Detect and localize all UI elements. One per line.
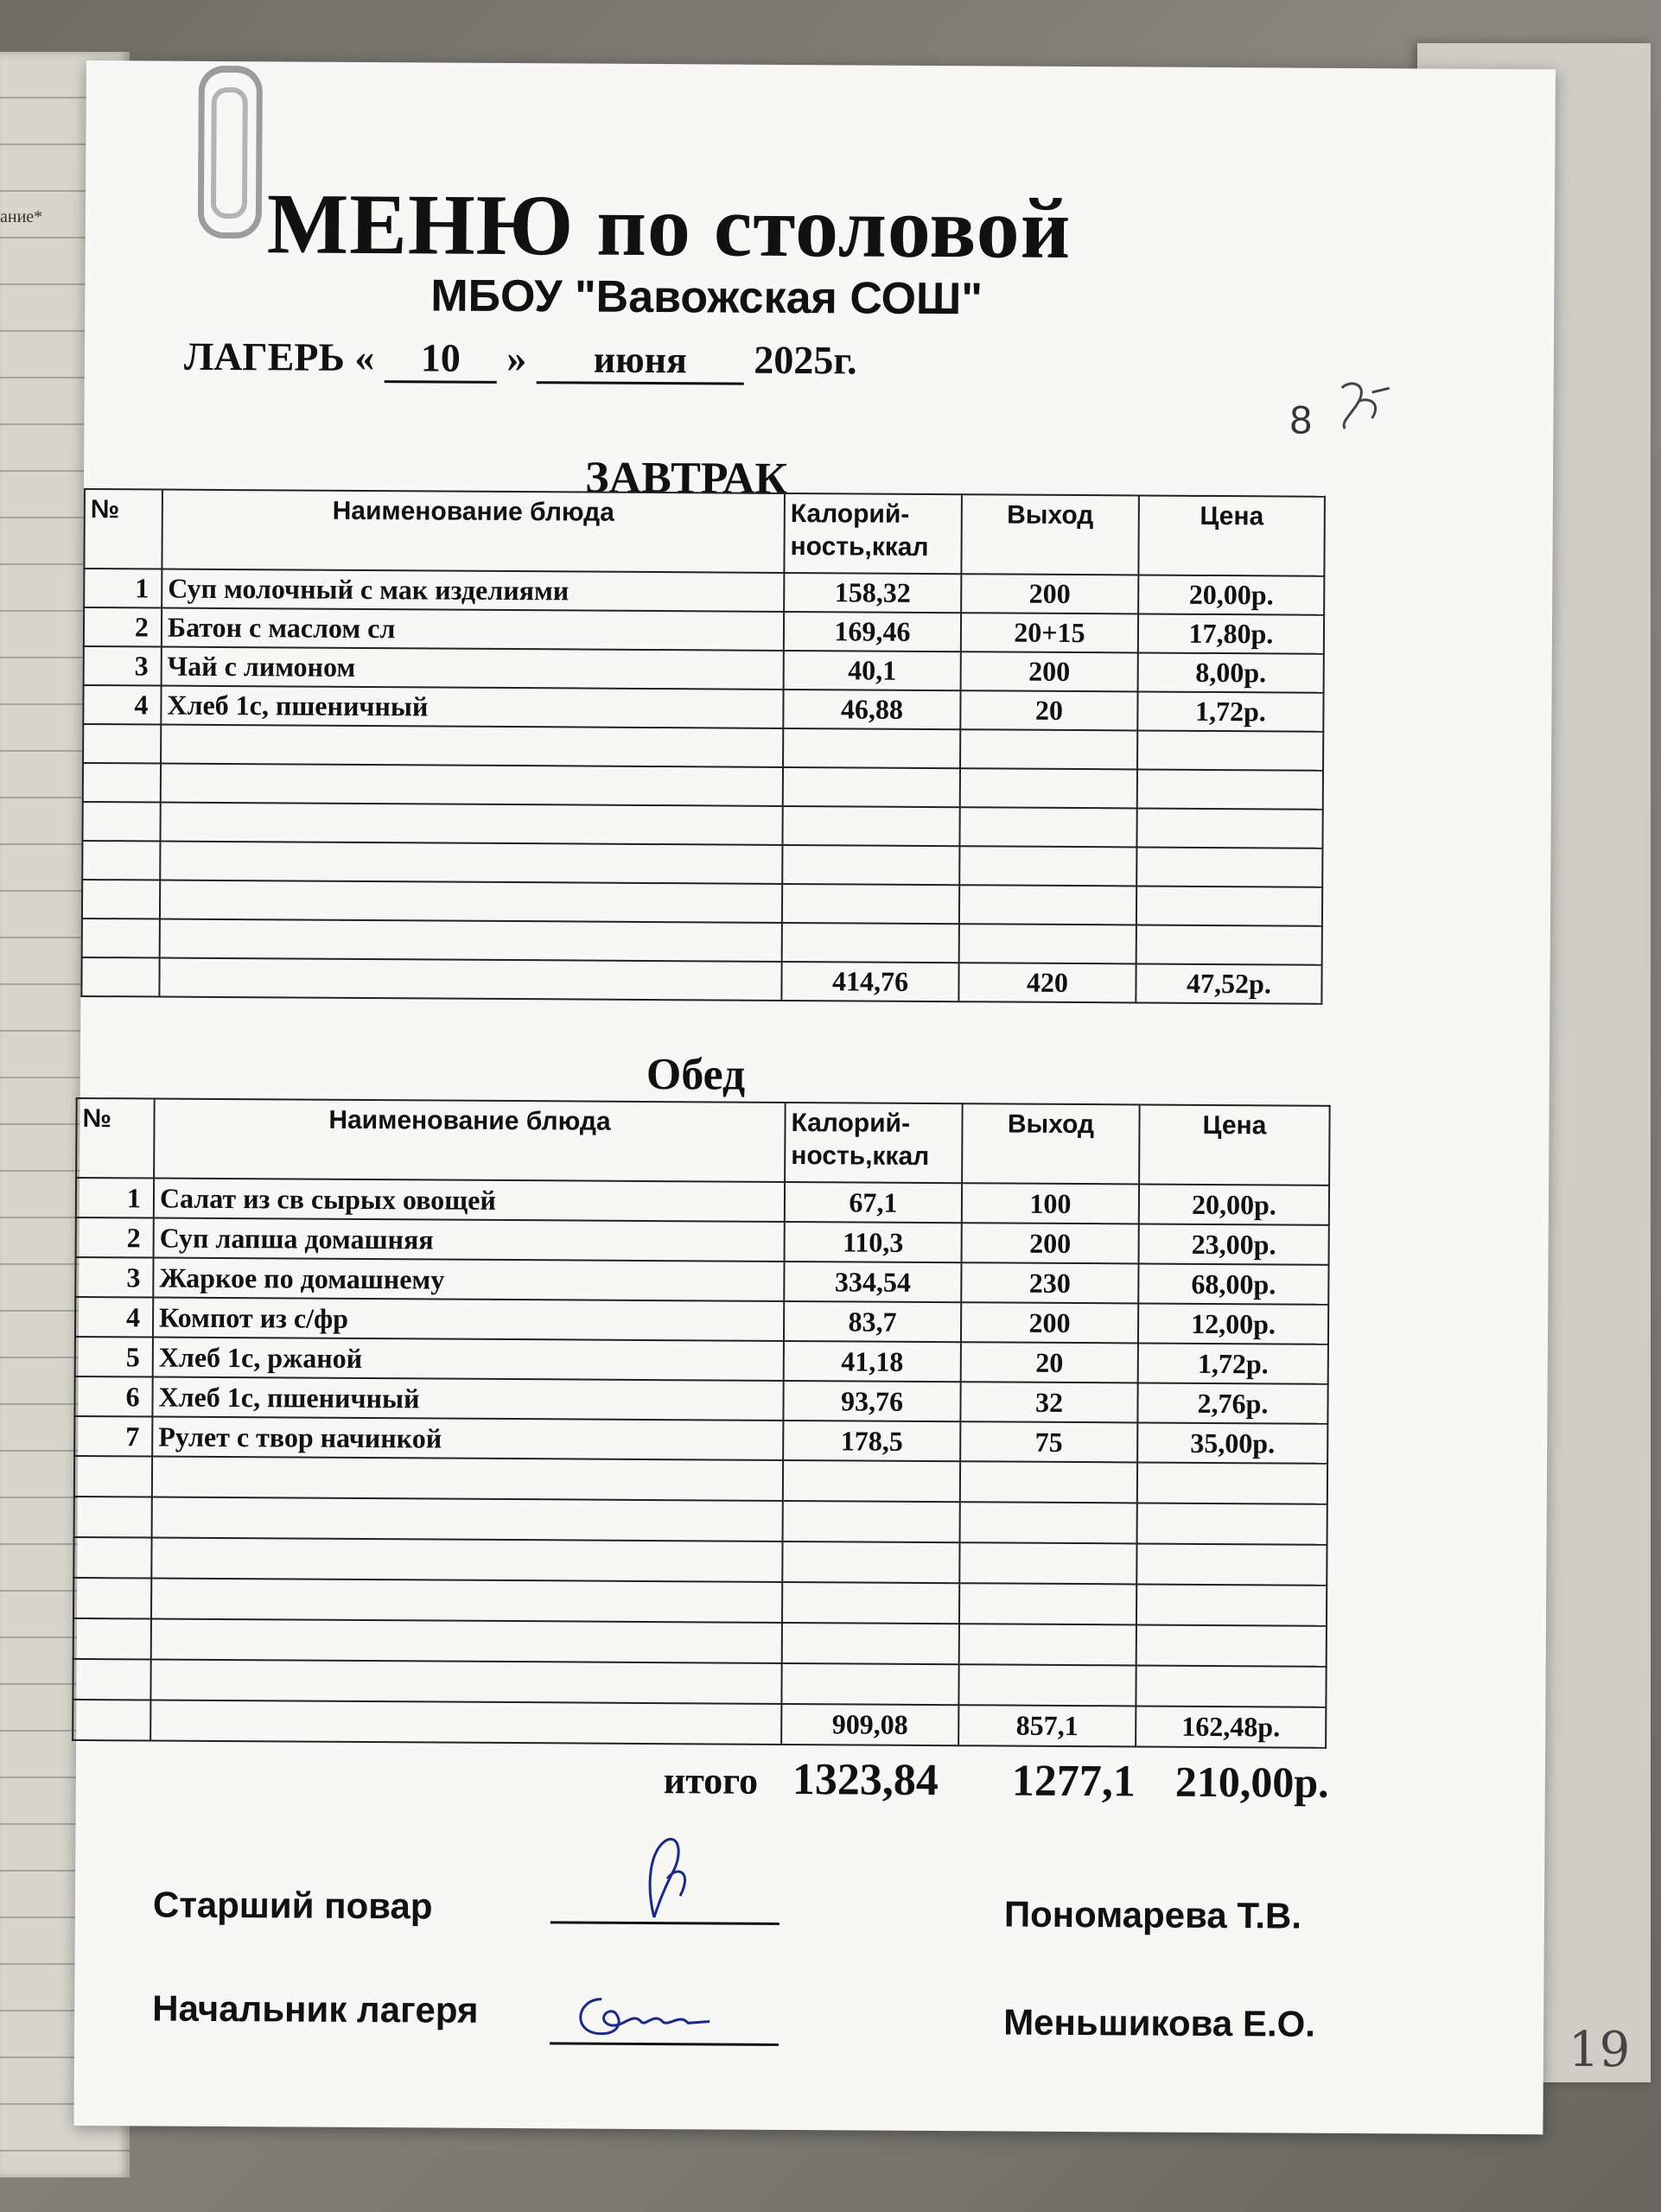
- underlying-page-number: 19: [1569, 2022, 1631, 2078]
- lunch-title: Обед: [646, 1049, 746, 1100]
- col-price-header: Цена: [1138, 495, 1325, 575]
- row-dish-name: Чай с лимоном: [162, 647, 784, 690]
- row-num: 1: [84, 569, 162, 608]
- menu-sheet: [73, 60, 1556, 2134]
- lunch-table: [72, 1097, 1331, 1749]
- row-price: 20,00р.: [1139, 1184, 1329, 1224]
- row-calories: 178,5: [783, 1421, 960, 1461]
- lunch-total-row: [73, 1700, 1326, 1748]
- row-output: 32: [960, 1382, 1137, 1422]
- row-num: 6: [74, 1376, 152, 1417]
- row-output: 200: [962, 1223, 1139, 1263]
- page-title: МЕНЮ по столовой: [266, 175, 1072, 276]
- paper-clip-inner: [211, 87, 248, 219]
- head-signature: [571, 1986, 744, 2047]
- date-line: [184, 334, 857, 386]
- school-name: МБОУ "Вавожская СОШ": [430, 270, 983, 325]
- row-output: 200: [961, 652, 1138, 691]
- row-dish-name: Хлеб 1с, пшеничный: [152, 1376, 783, 1420]
- lunch-header-row: [76, 1098, 1330, 1185]
- date-month: июня: [537, 337, 744, 385]
- col-cal-line1: Калорий-: [791, 1109, 911, 1138]
- row-dish-name: Суп молочный с мак изделиями: [162, 569, 784, 612]
- row-price: 23,00р.: [1139, 1224, 1329, 1264]
- col-output-header: Выход: [961, 494, 1139, 575]
- lunch-total-output: 857,1: [958, 1705, 1136, 1746]
- row-calories: 46,88: [783, 690, 960, 729]
- row-price: 68,00р.: [1138, 1263, 1328, 1304]
- row-calories: 67,1: [785, 1182, 962, 1223]
- breakfast-header-row: [84, 489, 1325, 576]
- col-cal-header: [784, 493, 962, 574]
- row-num: 1: [76, 1178, 154, 1218]
- row-calories: 83,7: [784, 1301, 961, 1342]
- row-num: 3: [84, 646, 162, 686]
- quote-open: «: [354, 334, 375, 380]
- col-name-header: Наименование блюда: [154, 1099, 786, 1182]
- cook-role: Старший повар: [152, 1884, 433, 1927]
- cook-signature: [628, 1831, 716, 1927]
- breakfast-total-price: 47,52р.: [1136, 963, 1321, 1003]
- grand-total: [664, 1753, 1329, 1808]
- handwritten-scribble: [1333, 375, 1393, 435]
- row-dish-name: Рулет с твор начинкой: [152, 1416, 783, 1459]
- row-output: 20: [960, 690, 1137, 730]
- col-cal-line2: ность,ккал: [790, 531, 929, 562]
- row-output: 20+15: [961, 613, 1138, 652]
- row-num: 2: [76, 1217, 154, 1258]
- row-dish-name: Компот из с/фр: [153, 1297, 784, 1340]
- breakfast-title: ЗАВТРАК: [584, 453, 788, 504]
- camp-label: ЛАГЕРЬ: [183, 334, 346, 379]
- breakfast-total-output: 420: [958, 963, 1136, 1002]
- row-price: 35,00р.: [1137, 1422, 1327, 1463]
- row-output: 100: [962, 1183, 1139, 1224]
- lunch-total-price: 162,48р.: [1136, 1706, 1326, 1747]
- row-price: 20,00р.: [1138, 575, 1324, 614]
- col-price-header: Цена: [1139, 1104, 1330, 1185]
- grand-total-label: итого: [663, 1759, 759, 1802]
- row-output: 230: [961, 1262, 1138, 1303]
- cook-name: Пономарева Т.В.: [1003, 1893, 1302, 1936]
- head-role: Начальник лагеря: [152, 1987, 479, 2031]
- col-name-header: Наименование блюда: [162, 490, 785, 573]
- lunch-total-calories: 909,08: [781, 1704, 958, 1745]
- col-cal-header: [785, 1103, 963, 1183]
- row-dish-name: Батон с маслом сл: [162, 608, 784, 651]
- row-dish-name: Суп лапша домашняя: [154, 1218, 785, 1262]
- row-price: 1,72р.: [1137, 691, 1323, 731]
- row-dish-name: Жаркое по домашнему: [153, 1257, 784, 1300]
- row-calories: 169,46: [784, 612, 961, 652]
- row-num: 5: [75, 1337, 153, 1377]
- row-calories: 40,1: [784, 651, 961, 690]
- row-dish-name: Хлеб 1с, пшеничный: [161, 686, 783, 728]
- row-output: 20: [961, 1342, 1138, 1382]
- row-output: 200: [961, 574, 1138, 613]
- row-price: 1,72р.: [1138, 1343, 1328, 1383]
- row-num: 7: [74, 1416, 152, 1457]
- row-price: 12,00р.: [1138, 1303, 1328, 1344]
- row-price: 2,76р.: [1137, 1382, 1327, 1423]
- breakfast-total-calories: 414,76: [781, 962, 958, 1001]
- row-calories: 158,32: [784, 573, 961, 613]
- date-day: 10: [385, 334, 497, 384]
- row-calories: 93,76: [783, 1381, 960, 1421]
- col-cal-line2: ность,ккал: [791, 1141, 930, 1171]
- col-cal-line1: Калорий-: [790, 499, 910, 529]
- row-price: 8,00р.: [1138, 652, 1324, 692]
- row-output: 75: [960, 1421, 1137, 1462]
- date-year: 2025г.: [754, 337, 857, 383]
- grand-total-output: 1277,1: [1011, 1756, 1136, 1807]
- row-num: 3: [75, 1257, 153, 1298]
- row-calories: 110,3: [785, 1222, 962, 1262]
- col-num-header: №: [84, 489, 162, 569]
- col-output-header: Выход: [962, 1103, 1140, 1184]
- row-num: 2: [84, 607, 162, 647]
- grand-total-price: 210,00р.: [1174, 1757, 1329, 1807]
- head-name: Меньшикова Е.О.: [1003, 2001, 1316, 2044]
- row-dish-name: Салат из св сырых овощей: [154, 1179, 785, 1222]
- grand-total-calories: 1323,84: [792, 1755, 939, 1806]
- col-num-header: №: [76, 1098, 155, 1179]
- row-calories: 41,18: [784, 1341, 961, 1382]
- notebook-fragment-text: ание*: [0, 207, 43, 226]
- quote-close: »: [506, 335, 527, 381]
- row-price: 17,80р.: [1138, 613, 1324, 653]
- row-num: 4: [75, 1297, 153, 1338]
- handwritten-note: 8: [1289, 397, 1313, 442]
- breakfast-total-row: [81, 957, 1321, 1004]
- row-num: 4: [83, 685, 161, 725]
- row-dish-name: Хлеб 1с, ржаной: [153, 1337, 784, 1380]
- row-calories: 334,54: [784, 1262, 961, 1302]
- row-output: 200: [961, 1302, 1138, 1343]
- breakfast-table: [80, 488, 1326, 1005]
